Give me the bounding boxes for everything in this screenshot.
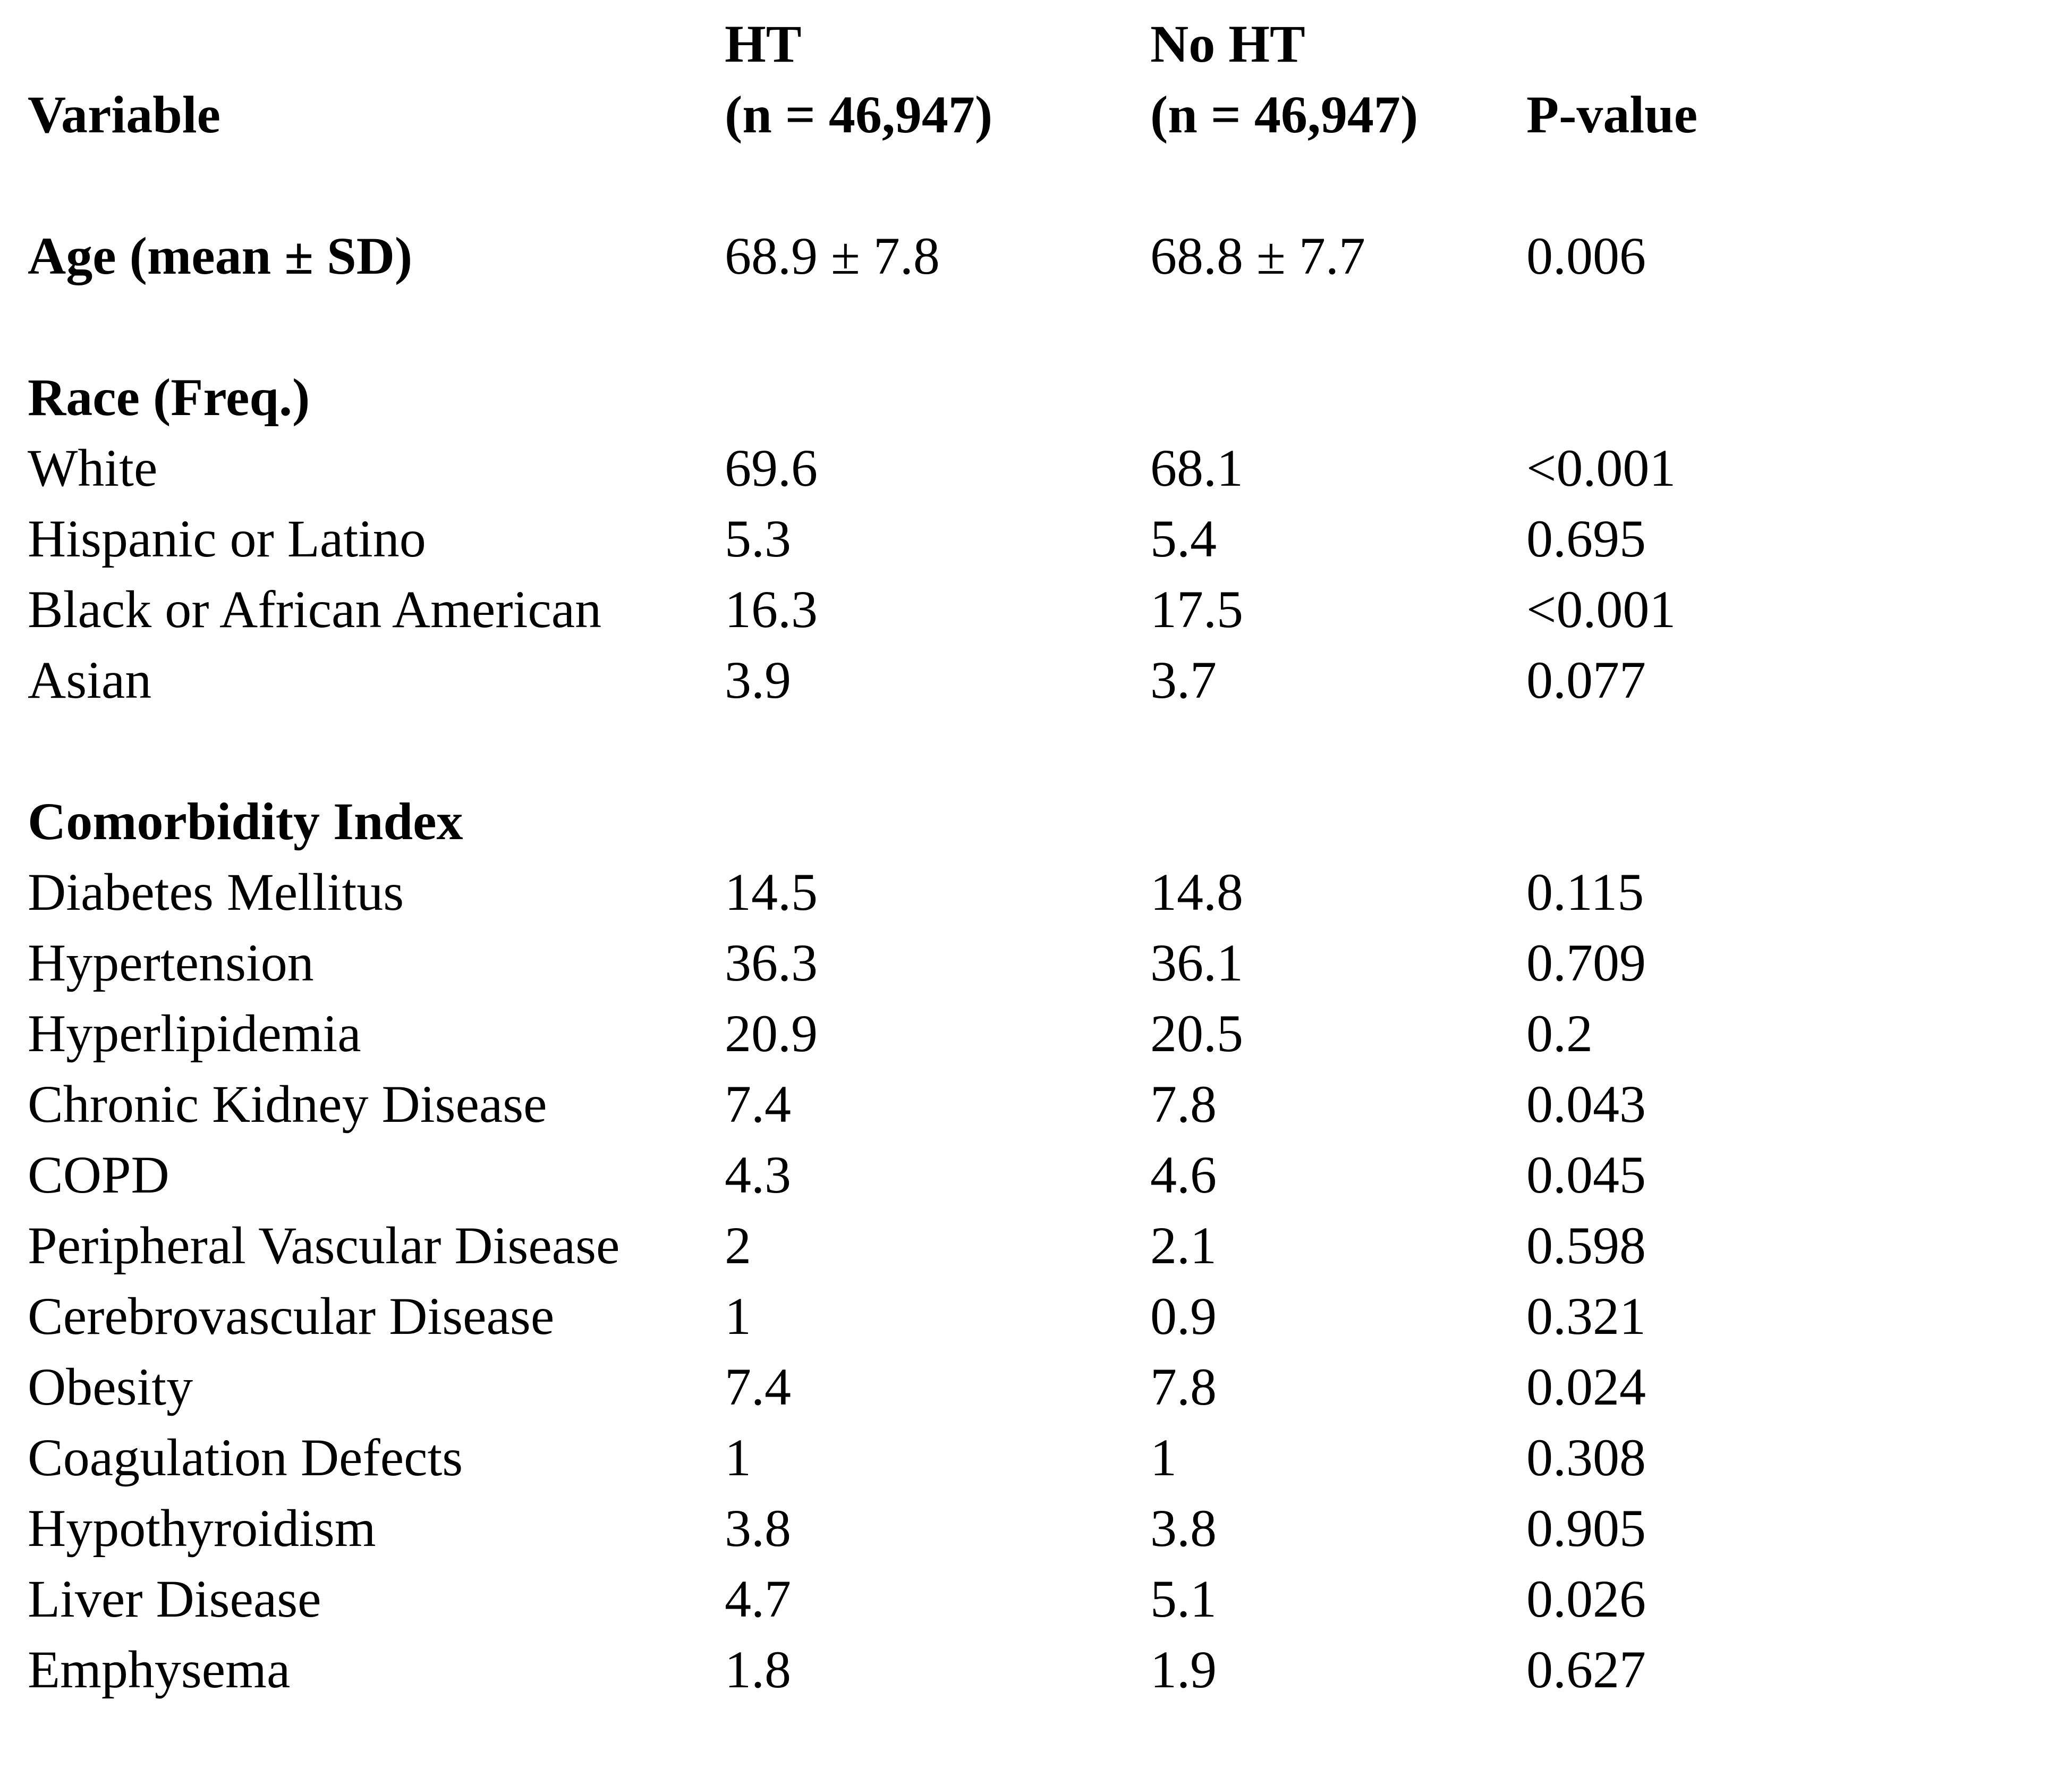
row-label: Age (mean ± SD) [28, 226, 413, 285]
ht-value: 14.5 [725, 863, 818, 921]
ht-value: 3.8 [725, 1499, 791, 1558]
spacer-row [28, 150, 2072, 221]
no-ht-value: 17.5 [1150, 580, 1243, 639]
ht-value: 20.9 [725, 1004, 818, 1063]
no-ht-value: 3.7 [1150, 650, 1217, 709]
p-value: <0.001 [1526, 438, 1676, 497]
row-label: Coagulation Defects [28, 1428, 463, 1487]
no-ht-value: 14.8 [1150, 863, 1243, 921]
table-row-diabetes-mellitus [28, 857, 2072, 927]
no-ht-value: 4.6 [1150, 1145, 1217, 1204]
no-ht-value: 5.4 [1150, 509, 1217, 568]
no-ht-value: 1 [1150, 1428, 1177, 1487]
ht-value: 2 [725, 1216, 751, 1275]
ht-value: 68.9 ± 7.8 [725, 226, 940, 285]
p-value: 0.045 [1526, 1145, 1646, 1204]
col-header-no-ht-n: (n = 46,947) [1150, 85, 1419, 144]
table-row-hypertension [28, 927, 2072, 998]
table-row-chronic-kidney-disease [28, 1069, 2072, 1139]
p-value: 0.598 [1526, 1216, 1646, 1275]
col-header-p-value: P-value [1526, 85, 1698, 144]
ht-value: 1 [725, 1428, 751, 1487]
col-header-ht: HT [725, 14, 802, 73]
no-ht-value: 5.1 [1150, 1569, 1217, 1628]
table-row-asian [28, 645, 2072, 715]
row-label: Diabetes Mellitus [28, 863, 404, 921]
no-ht-value: 0.9 [1150, 1287, 1217, 1346]
col-header-variable: Variable [28, 85, 220, 144]
p-value: <0.001 [1526, 580, 1676, 639]
p-value: 0.695 [1526, 509, 1646, 568]
p-value: 0.308 [1526, 1428, 1646, 1487]
col-header-no-ht: No HT [1150, 14, 1305, 73]
ht-value: 4.3 [725, 1145, 791, 1204]
table-row-black-or-african-american [28, 574, 2072, 645]
row-label: Asian [28, 650, 152, 709]
header-pvalue-spacer [1526, 9, 2072, 79]
table-row-emphysema [28, 1634, 2072, 1705]
row-label: Hyperlipidemia [28, 1004, 361, 1063]
p-value: 0.627 [1526, 1640, 1646, 1699]
row-label: Hypertension [28, 933, 314, 992]
row-label: Emphysema [28, 1640, 291, 1699]
table-row-copd [28, 1139, 2072, 1210]
ht-value: 1.8 [725, 1640, 791, 1699]
row-label: Peripheral Vascular Disease [28, 1216, 620, 1275]
spacer-row [28, 715, 2072, 786]
ht-value: 1 [725, 1287, 751, 1346]
p-value: 0.077 [1526, 650, 1646, 709]
row-label: Obesity [28, 1357, 193, 1416]
row-label: COPD [28, 1145, 169, 1204]
section-title: Comorbidity Index [28, 792, 463, 851]
p-value: 0.905 [1526, 1499, 1646, 1558]
no-ht-value: 20.5 [1150, 1004, 1243, 1063]
table-header-line2 [28, 79, 2072, 150]
p-value: 0.115 [1526, 863, 1644, 921]
ht-value: 7.4 [725, 1357, 791, 1416]
table-row-white [28, 433, 2072, 503]
row-label: Cerebrovascular Disease [28, 1287, 555, 1346]
table-row-hispanic-or-latino [28, 503, 2072, 574]
row-label: Black or African American [28, 580, 602, 639]
ht-value: 16.3 [725, 580, 818, 639]
row-label: Liver Disease [28, 1569, 321, 1628]
p-value: 0.024 [1526, 1357, 1646, 1416]
ht-value: 5.3 [725, 509, 791, 568]
no-ht-value: 2.1 [1150, 1216, 1217, 1275]
ht-value: 69.6 [725, 438, 818, 497]
row-label: Chronic Kidney Disease [28, 1075, 547, 1134]
table-row-age [28, 221, 2072, 291]
spacer-row [28, 291, 2072, 362]
table-row-obesity [28, 1351, 2072, 1422]
table-row-hypothyroidism [28, 1493, 2072, 1563]
section-header-comorbidity-index [28, 786, 2072, 857]
row-label: Hispanic or Latino [28, 509, 426, 568]
ht-value: 4.7 [725, 1569, 791, 1628]
no-ht-value: 36.1 [1150, 933, 1243, 992]
no-ht-value: 7.8 [1150, 1357, 1217, 1416]
row-label: White [28, 438, 158, 497]
table-row-peripheral-vascular-disease [28, 1210, 2072, 1281]
row-label: Hypothyroidism [28, 1499, 376, 1558]
p-value: 0.709 [1526, 933, 1646, 992]
table-row-liver-disease [28, 1563, 2072, 1634]
no-ht-value: 68.1 [1150, 438, 1243, 497]
header-variable-spacer [28, 9, 725, 79]
table-row-cerebrovascular-disease [28, 1281, 2072, 1351]
table-row-coagulation-defects [28, 1422, 2072, 1493]
no-ht-value: 7.8 [1150, 1075, 1217, 1134]
col-header-ht-n: (n = 46,947) [725, 85, 993, 144]
p-value: 0.043 [1526, 1075, 1646, 1134]
p-value: 0.321 [1526, 1287, 1646, 1346]
ht-value: 7.4 [725, 1075, 791, 1134]
p-value: 0.026 [1526, 1569, 1646, 1628]
table-header-line1 [28, 9, 2072, 79]
section-header-race [28, 362, 2072, 433]
table-row-hyperlipidemia [28, 998, 2072, 1069]
p-value: 0.2 [1526, 1004, 1593, 1063]
no-ht-value: 3.8 [1150, 1499, 1217, 1558]
ht-value: 3.9 [725, 650, 791, 709]
no-ht-value: 1.9 [1150, 1640, 1217, 1699]
section-title: Race (Freq.) [28, 368, 310, 427]
ht-value: 36.3 [725, 933, 818, 992]
p-value: 0.006 [1526, 226, 1646, 285]
no-ht-value: 68.8 ± 7.7 [1150, 226, 1365, 285]
